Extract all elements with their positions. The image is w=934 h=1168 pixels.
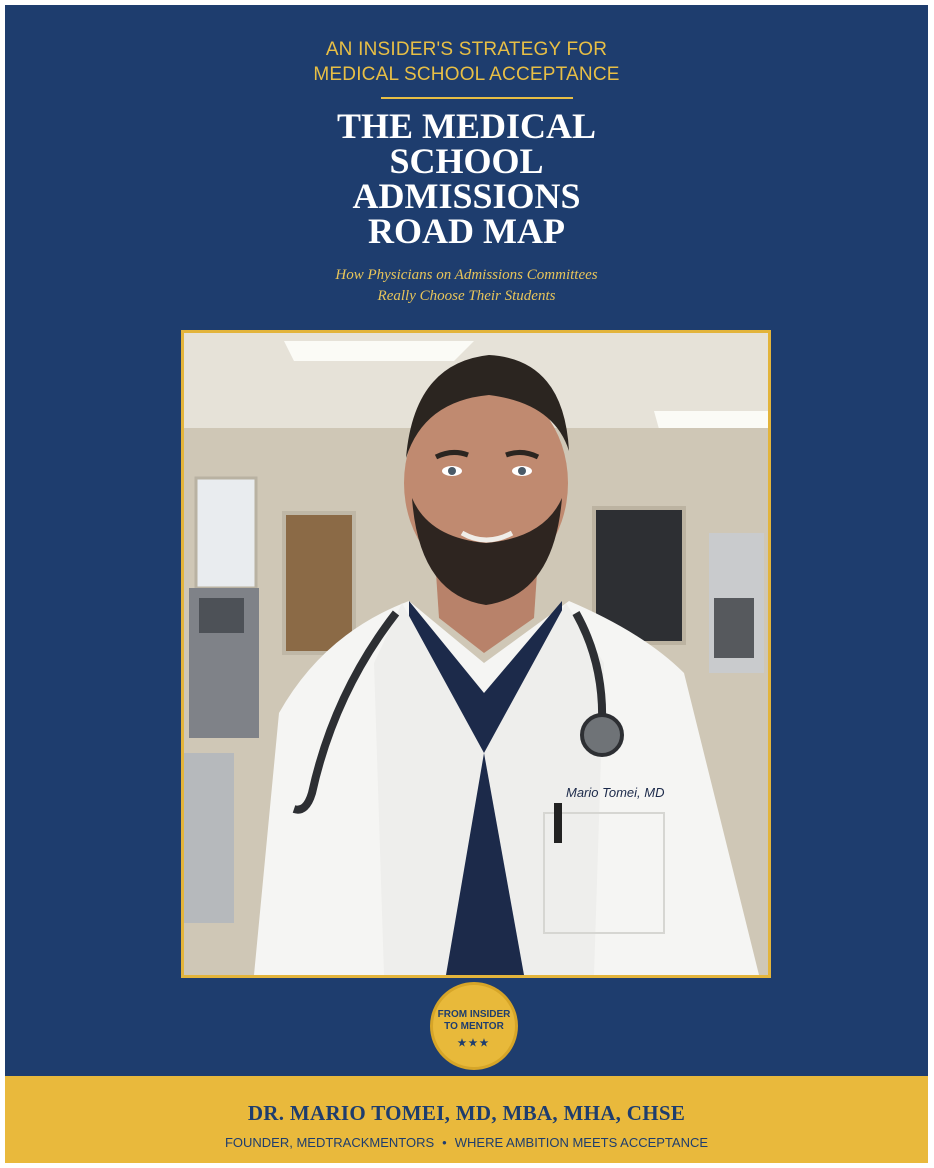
subtitle-line-1: How Physicians on Admissions Committees xyxy=(335,267,598,283)
tagline-separator: • xyxy=(442,1135,447,1150)
author-tagline xyxy=(5,1135,928,1151)
author-name: DR. MARIO TOMEI, MD, MBA, MHA, CHSE xyxy=(247,1101,686,1125)
title-line-4: ROAD MAP xyxy=(368,211,565,251)
kicker-line-1: AN INSIDER'S STRATEGY FOR xyxy=(325,39,608,60)
badge-line-2: TO MENTOR xyxy=(444,1021,504,1032)
book-title xyxy=(5,106,928,251)
author-photo xyxy=(181,330,771,978)
badge-stars: ★★★ xyxy=(457,1038,491,1049)
badge-line-1: FROM INSIDER xyxy=(437,1009,511,1020)
insider-mentor-badge xyxy=(430,982,518,1070)
title-line-3: ADMISSIONS xyxy=(352,176,581,216)
cover-kicker xyxy=(5,37,928,87)
kicker-line-2: MEDICAL SCHOOL ACCEPTANCE xyxy=(313,64,620,85)
title-line-2: SCHOOL xyxy=(389,141,544,181)
subtitle-line-2: Really Choose Their Students xyxy=(377,288,556,304)
tagline-motto: WHERE AMBITION MEETS ACCEPTANCE xyxy=(454,1135,709,1150)
author-banner xyxy=(5,1076,928,1163)
gold-divider xyxy=(381,97,573,99)
doctor-portrait-illustration xyxy=(184,333,768,975)
book-subtitle xyxy=(5,265,928,307)
book-cover xyxy=(5,5,928,1163)
coat-name-embroidery: Mario Tomei, MD xyxy=(566,785,665,800)
title-line-1: THE MEDICAL xyxy=(336,106,597,146)
tagline-founder: FOUNDER, MEDTRACKMENTORS xyxy=(224,1135,435,1150)
